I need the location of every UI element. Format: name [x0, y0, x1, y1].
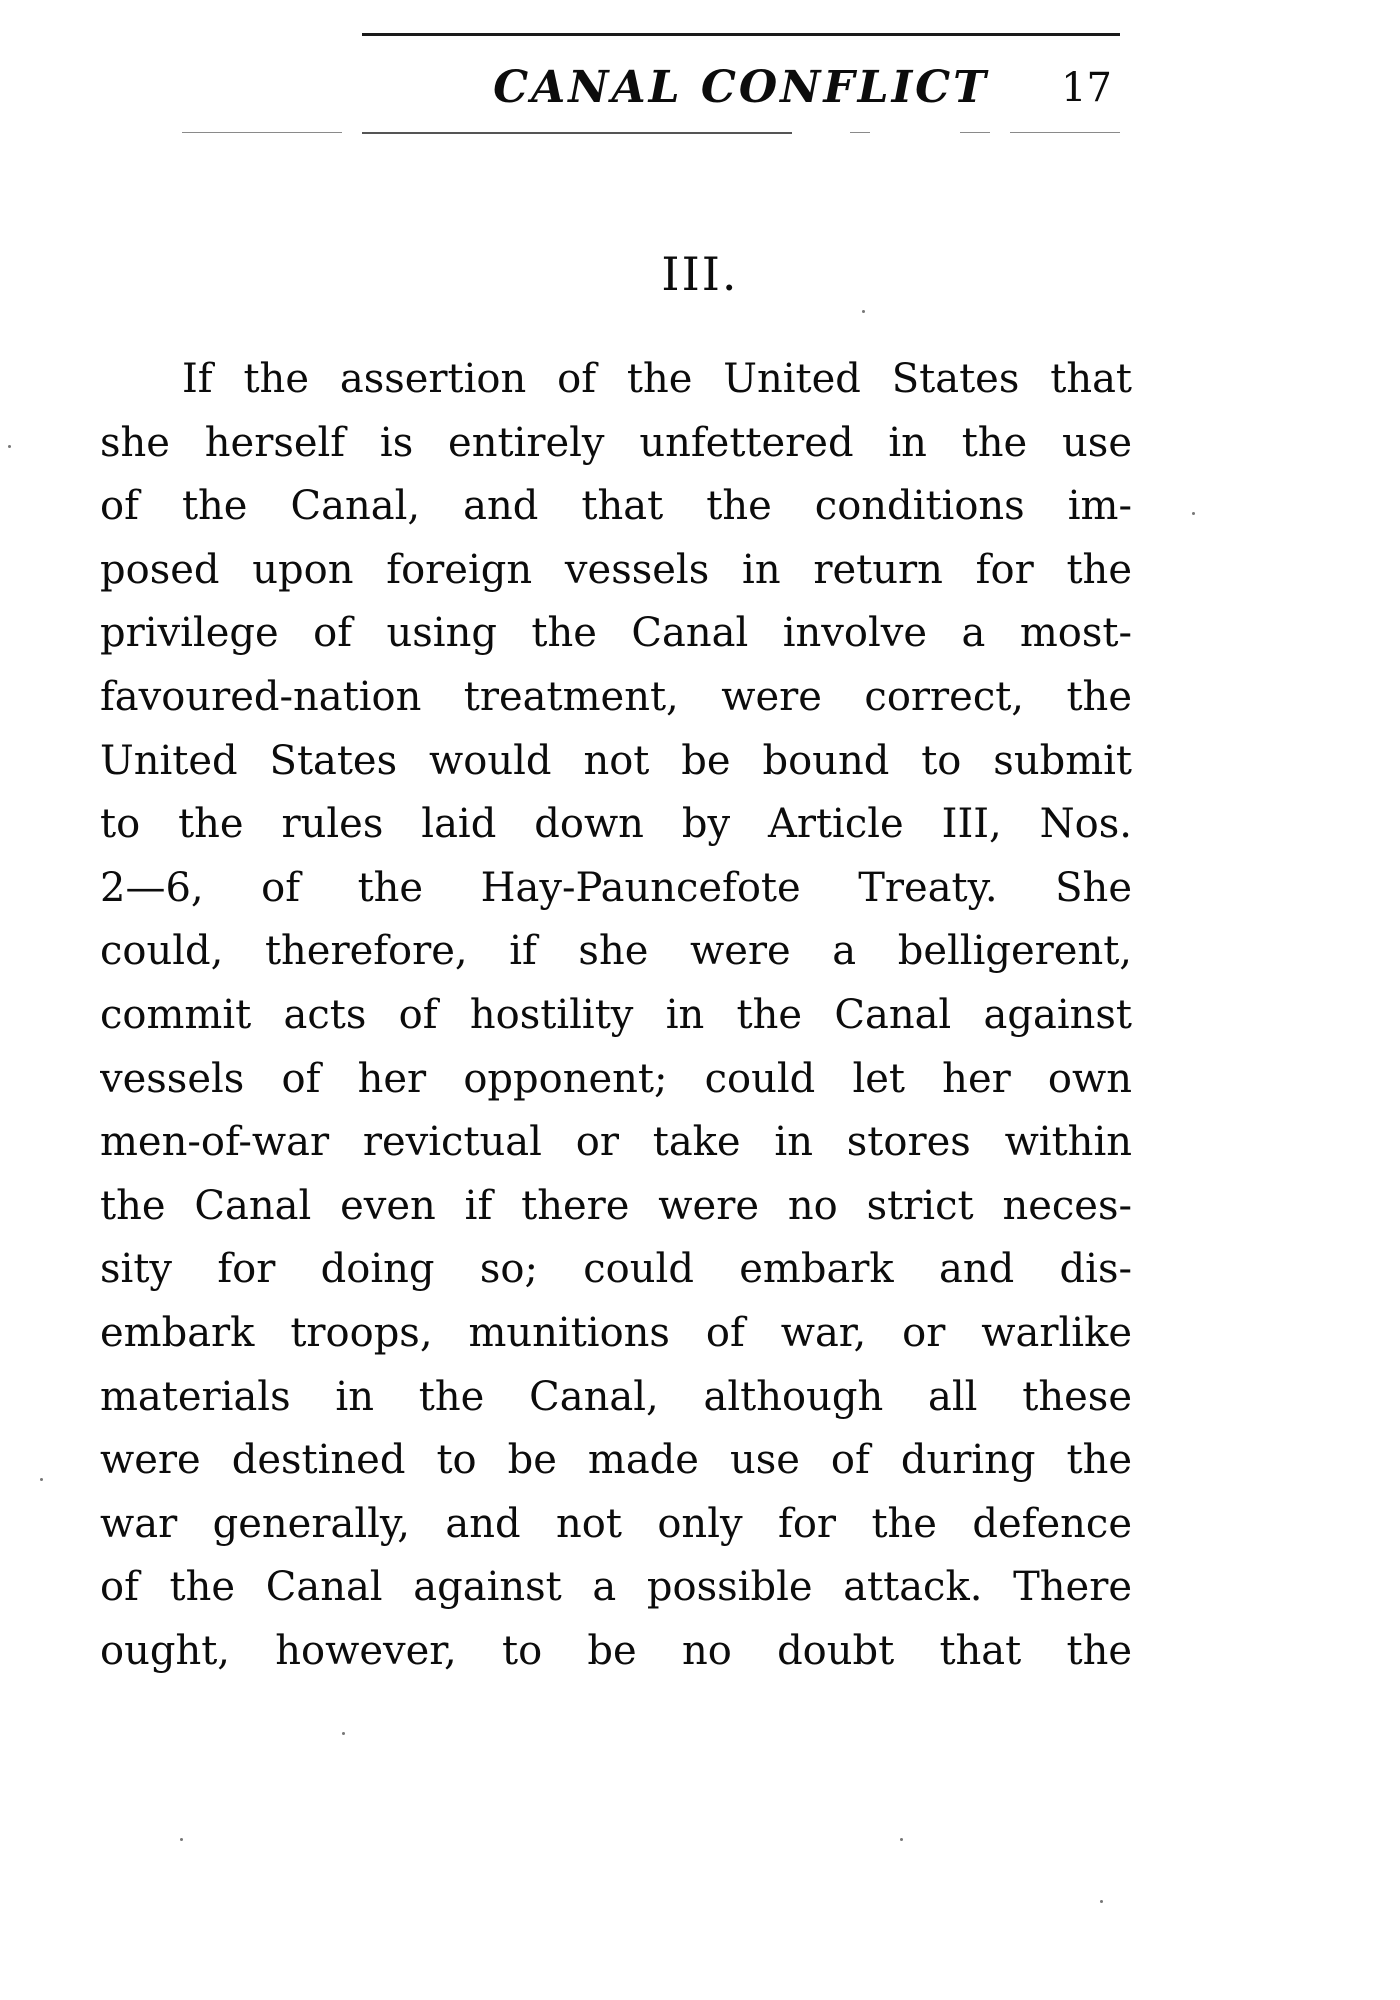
text-line: commit acts of hostility in the Canal against [100, 991, 1132, 1038]
text-line: embark troops, munitions of war, or warlike [100, 1309, 1132, 1356]
running-title: CANAL CONFLICT [493, 62, 989, 113]
text-line: of the Canal, and that the conditions im- [100, 483, 1132, 530]
text-line: posed upon foreign vessels in return for the [100, 546, 1132, 593]
header-rule-bottom [182, 132, 342, 133]
text-line: to the rules laid down by Article III, Nos. [100, 801, 1132, 848]
text-line: of the Canal against a possible attack. There [100, 1564, 1132, 1611]
body-paragraph [100, 348, 1132, 1683]
header-rule-bottom [850, 132, 870, 133]
text-line: United States would not be bound to submit [100, 737, 1132, 784]
text-line: vessels of her opponent; could let her own [100, 1055, 1132, 1102]
header-rule-bottom [1010, 132, 1120, 133]
header-rule-bottom [960, 132, 990, 133]
text-line: could, therefore, if she were a belligerent, [100, 928, 1132, 975]
text-line: war generally, and not only for the defence [100, 1500, 1132, 1547]
text-line: materials in the Canal, although all these [100, 1373, 1132, 1420]
header-rule-bottom [362, 132, 792, 134]
scan-speck [862, 310, 865, 313]
text-line: men-of-war revictual or take in stores within [100, 1119, 1132, 1166]
text-line: the Canal even if there were no strict neces- [100, 1182, 1132, 1229]
text-line: privilege of using the Canal involve a most- [100, 610, 1132, 657]
text-line: If the assertion of the United States that [182, 356, 1132, 402]
scan-speck [40, 1478, 43, 1481]
scan-speck [342, 1732, 345, 1735]
running-head [362, 58, 1120, 118]
scan-speck [180, 1838, 183, 1841]
scan-speck [900, 1838, 903, 1841]
text-line: ought, however, to be no doubt that the [100, 1627, 1132, 1674]
text-line: she herself is entirely unfettered in the use [100, 419, 1132, 466]
text-line: were destined to be made use of during the [100, 1437, 1132, 1484]
header-rule-top [362, 33, 1120, 36]
text-line: 2—6, of the Hay-Pauncefote Treaty. She [100, 864, 1132, 911]
text-line: favoured-nation treatment, were correct, the [100, 673, 1132, 720]
page-number: 17 [1061, 65, 1112, 111]
scan-speck [1100, 1900, 1103, 1903]
scan-speck [8, 445, 11, 448]
section-number: III. [661, 247, 739, 301]
scan-speck [1192, 512, 1195, 515]
text-line: sity for doing so; could embark and dis- [100, 1246, 1132, 1293]
